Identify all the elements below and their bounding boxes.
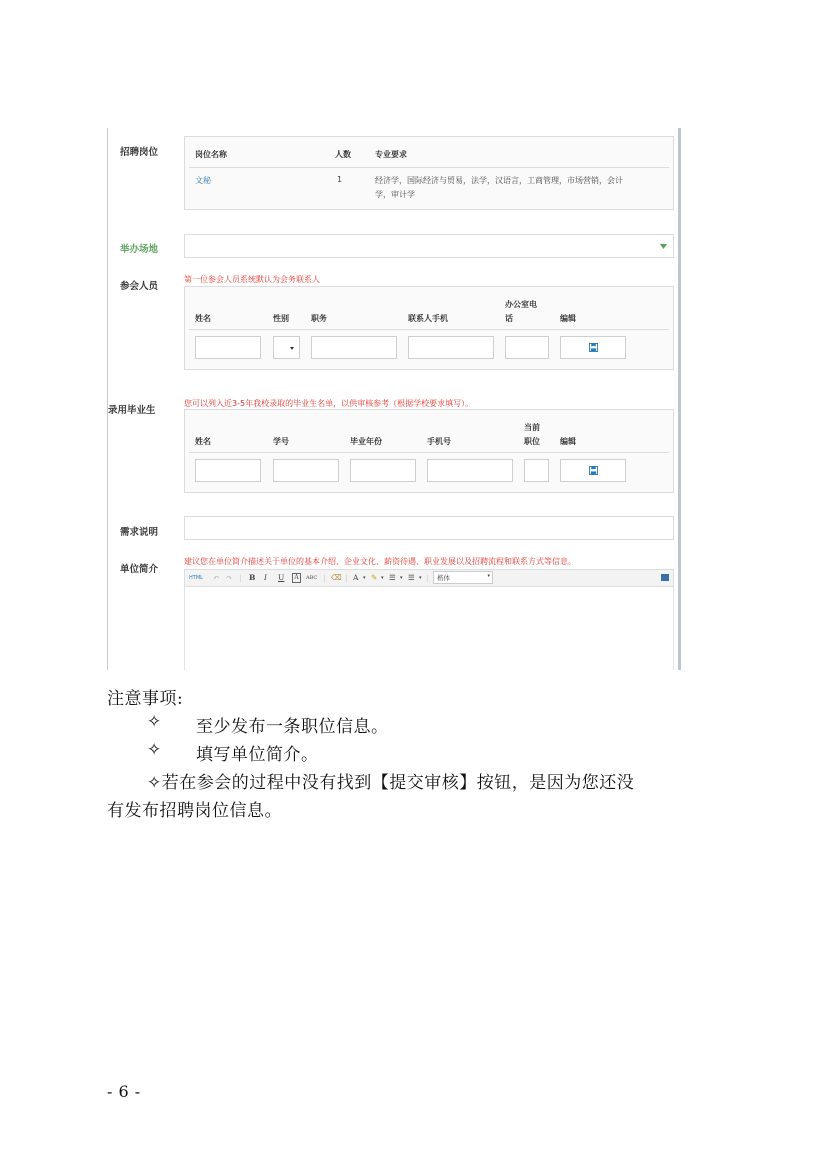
note-item-3-line2: 有发布招聘岗位信息。	[107, 801, 282, 821]
dropdown-arrow-icon[interactable]: ▾	[400, 575, 403, 581]
header-current-2: 职位	[524, 437, 540, 446]
ordered-list-icon[interactable]: ☰	[389, 573, 396, 582]
header-name: 姓名	[195, 314, 211, 323]
font-family-value: 楷体	[437, 574, 450, 582]
requirements-input[interactable]	[184, 516, 674, 540]
positions-table	[184, 136, 674, 210]
position-major-line1: 经济学，国际经济与贸易，法学，汉语言，工商管理，市场营销，会计	[375, 176, 623, 185]
position-name-link[interactable]: 文秘	[195, 176, 211, 185]
graduates-table	[184, 409, 674, 493]
attendee-mobile-input[interactable]	[408, 336, 494, 359]
save-icon	[589, 343, 598, 352]
note-item-3-line1: ✧若在参会的过程中没有找到【提交审核】按钮，是因为您还没	[147, 773, 635, 793]
header-major: 专业要求	[375, 150, 407, 159]
header-gender: 性别	[273, 314, 289, 323]
header-position-name: 岗位名称	[195, 150, 227, 159]
separator: |	[323, 573, 326, 582]
editor-toolbar	[184, 569, 674, 587]
position-count: 1	[337, 175, 343, 184]
strikethrough-icon[interactable]: ABC	[306, 575, 318, 581]
header-mobile: 联系人手机	[408, 314, 448, 323]
dropdown-arrow-icon[interactable]: ▾	[419, 575, 422, 581]
note-item-2: 填写单位简介。	[196, 745, 319, 765]
venue-select[interactable]	[184, 234, 674, 258]
header-phone: 手机号	[427, 437, 451, 446]
undo-icon[interactable]: ↶	[213, 573, 220, 582]
caret-down-icon	[660, 244, 667, 249]
attendees-table	[184, 286, 674, 370]
graduates-label: 录用毕业生	[108, 405, 156, 416]
font-color-button[interactable]: A	[353, 573, 359, 582]
graduate-student-id-input[interactable]	[273, 459, 339, 482]
positions-label: 招聘岗位	[120, 147, 159, 158]
eraser-icon[interactable]: ⌫	[331, 573, 342, 582]
attendees-label: 参会人员	[120, 281, 159, 292]
header-student-id: 学号	[273, 437, 289, 446]
attendee-gender-select[interactable]	[273, 336, 300, 359]
header-edit: 编辑	[560, 314, 576, 323]
divider	[189, 329, 669, 330]
attendee-title-input[interactable]	[311, 336, 397, 359]
dropdown-arrow-icon[interactable]: ▾	[381, 575, 384, 581]
attendee-save-button[interactable]	[560, 336, 626, 359]
dropdown-arrow-icon[interactable]: ▾	[363, 575, 366, 581]
header-grad-year: 毕业年份	[350, 437, 382, 446]
editor-body[interactable]	[184, 587, 674, 670]
divider	[189, 167, 669, 168]
unordered-list-icon[interactable]: ☰	[408, 573, 415, 582]
separator: |	[345, 573, 348, 582]
form-screenshot	[107, 128, 681, 670]
separator: |	[239, 573, 242, 582]
bullet-icon: ✧	[147, 712, 162, 732]
note-item-1: 至少发布一条职位信息。	[196, 717, 389, 737]
requirements-label: 需求说明	[120, 527, 159, 538]
attendee-name-input[interactable]	[195, 336, 261, 359]
bullet-icon: ✧	[147, 740, 162, 760]
graduate-phone-input[interactable]	[427, 459, 513, 482]
header-grad-name: 姓名	[195, 437, 211, 446]
html-button[interactable]: HTML	[189, 575, 203, 581]
divider	[189, 452, 669, 453]
attendee-office-phone-input[interactable]	[505, 336, 549, 359]
header-grad-edit: 编辑	[560, 437, 576, 446]
header-current-1: 当前	[524, 423, 540, 432]
header-count: 人数	[335, 150, 351, 159]
italic-button[interactable]: I	[264, 573, 267, 582]
venue-label: 举办场地	[120, 244, 159, 255]
underline-button[interactable]: U	[278, 573, 285, 582]
position-major-line2: 学，审计学	[375, 190, 415, 199]
dropdown-arrow-icon: ▾	[487, 573, 490, 579]
graduate-position-input[interactable]	[524, 459, 549, 482]
graduate-save-button[interactable]	[560, 459, 626, 482]
page-number: - 6 -	[107, 1082, 141, 1101]
graduates-note: 您可以列入近3-5年我校录取的毕业生名单，以供审核参考（根据学校要求填写）。	[184, 399, 474, 408]
company-intro-label: 单位简介	[120, 564, 159, 575]
notes-heading: 注意事项:	[107, 689, 184, 709]
caret-down-icon	[290, 347, 294, 350]
header-office-phone-1: 办公室电	[505, 300, 537, 309]
separator: |	[426, 573, 429, 582]
fullscreen-icon[interactable]	[661, 574, 669, 581]
redo-icon[interactable]: ↷	[226, 573, 233, 582]
header-office-phone-2: 话	[505, 314, 513, 323]
highlight-icon[interactable]: ✎	[371, 573, 378, 582]
company-intro-note: 建议您在单位简介描述关于单位的基本介绍、企业文化、薪资待遇、职业发展以及招聘流程和联系方式等信息。	[184, 557, 576, 566]
attendees-note: 第一位参会人员系统默认为会务联系人	[184, 275, 320, 284]
graduate-year-input[interactable]	[350, 459, 416, 482]
graduate-name-input[interactable]	[195, 459, 261, 482]
font-border-icon[interactable]: A	[292, 573, 301, 583]
font-family-select[interactable]	[433, 571, 493, 584]
save-icon	[589, 466, 598, 475]
bold-button[interactable]: B	[249, 573, 256, 582]
header-title: 职务	[311, 314, 327, 323]
